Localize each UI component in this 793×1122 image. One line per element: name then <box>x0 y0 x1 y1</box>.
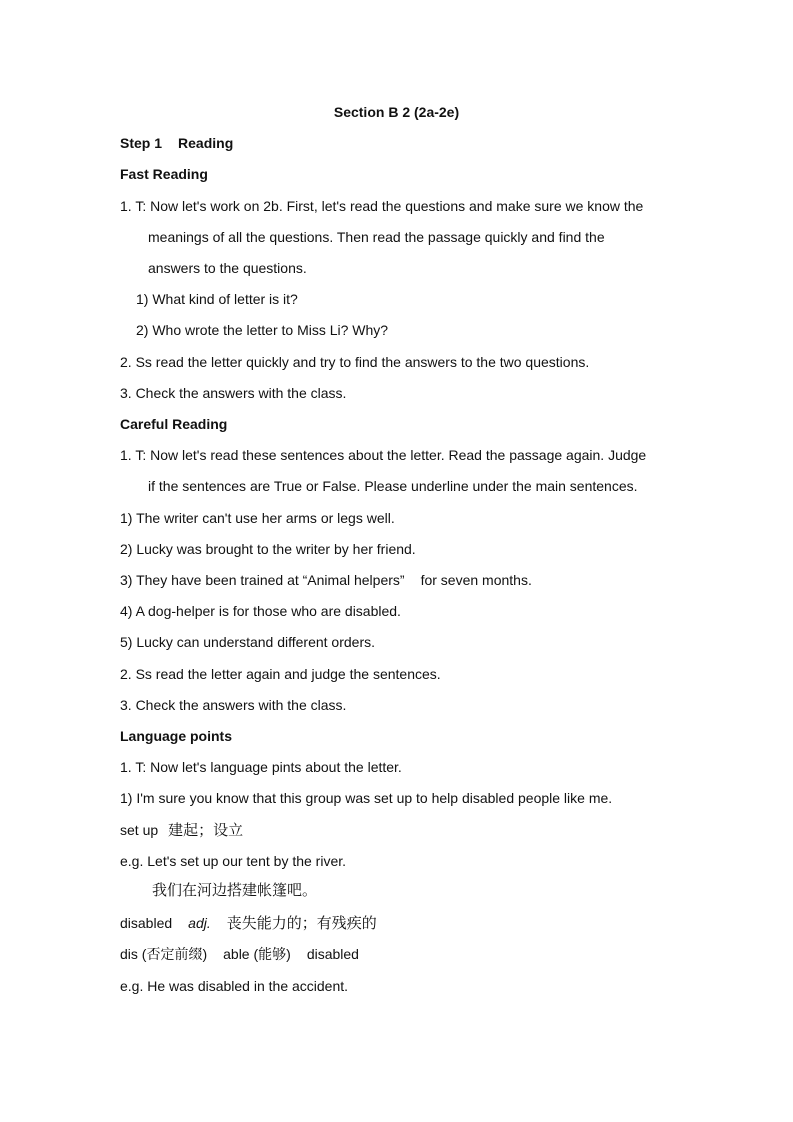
fast-reading-item1-line2: meanings of all the questions. Then read the passage quickly and find the <box>148 229 605 245</box>
step-label: Step 1 <box>120 135 163 151</box>
fast-reading-question-1: 1) What kind of letter is it? <box>136 291 298 307</box>
example-set-up: e.g. Let's set up our tent by the river. <box>120 853 347 869</box>
phrase-set-up <box>120 821 243 840</box>
document-title: Section B 2 (2a-2e) <box>333 104 460 120</box>
phrase-set-up-english: set up <box>120 822 159 838</box>
fast-reading-item1-line3: answers to the questions. <box>148 260 307 276</box>
careful-reading-sentence-2: 2) Lucky was brought to the writer by her friend. <box>120 541 416 557</box>
step-heading <box>120 134 233 152</box>
word-formation-prefix: dis (否定前缀) <box>120 946 208 962</box>
careful-reading-item3: 3. Check the answers with the class. <box>120 697 347 713</box>
careful-reading-item2: 2. Ss read the letter again and judge the sentences. <box>120 666 441 682</box>
word-disabled-chinese: 丧失能力的；有残疾的 <box>226 915 377 932</box>
word-formation <box>120 945 359 963</box>
word-disabled <box>120 914 377 933</box>
careful-reading-sentence-1: 1) The writer can't use her arms or legs well. <box>120 510 395 526</box>
language-point-1: 1) I'm sure you know that this group was set up to help disabled people like me. <box>120 790 613 806</box>
language-points-item1: 1. T: Now let's language pints about the letter. <box>120 759 402 775</box>
language-points-heading: Language points <box>120 728 232 744</box>
fast-reading-item1-line1: 1. T: Now let's work on 2b. First, let's read the questions and make sure we know the <box>120 198 644 214</box>
fast-reading-heading: Fast Reading <box>120 166 208 182</box>
phrase-set-up-chinese: 建起；设立 <box>168 822 244 839</box>
example-disabled: e.g. He was disabled in the accident. <box>120 978 349 994</box>
word-formation-result: disabled <box>306 946 359 962</box>
word-formation-root: able (能够) <box>223 946 291 962</box>
careful-reading-sentence-4: 4) A dog-helper is for those who are disabled. <box>120 603 401 619</box>
word-disabled-pos: adj. <box>188 915 211 931</box>
step-name: Reading <box>178 135 234 151</box>
fast-reading-question-2: 2) Who wrote the letter to Miss Li? Why? <box>136 322 389 338</box>
careful-reading-sentence-3 <box>120 571 532 589</box>
careful-reading-sentence-3-part2: for seven months. <box>420 572 532 588</box>
fast-reading-item2: 2. Ss read the letter quickly and try to find the answers to the two questions. <box>120 354 590 370</box>
careful-reading-item1-line1: 1. T: Now let's read these sentences about the letter. Read the passage again. Judge <box>120 447 647 463</box>
example-set-up-translation: 我们在河边搭建帐篷吧。 <box>152 882 318 899</box>
word-disabled-term: disabled <box>120 915 173 931</box>
fast-reading-item3: 3. Check the answers with the class. <box>120 385 347 401</box>
careful-reading-heading: Careful Reading <box>120 416 228 432</box>
careful-reading-sentence-3-part1: 3) They have been trained at “Animal helpers” <box>120 572 405 588</box>
careful-reading-sentence-5: 5) Lucky can understand different orders. <box>120 634 376 650</box>
careful-reading-item1-line2: if the sentences are True or False. Please underline under the main sentences. <box>148 478 638 494</box>
